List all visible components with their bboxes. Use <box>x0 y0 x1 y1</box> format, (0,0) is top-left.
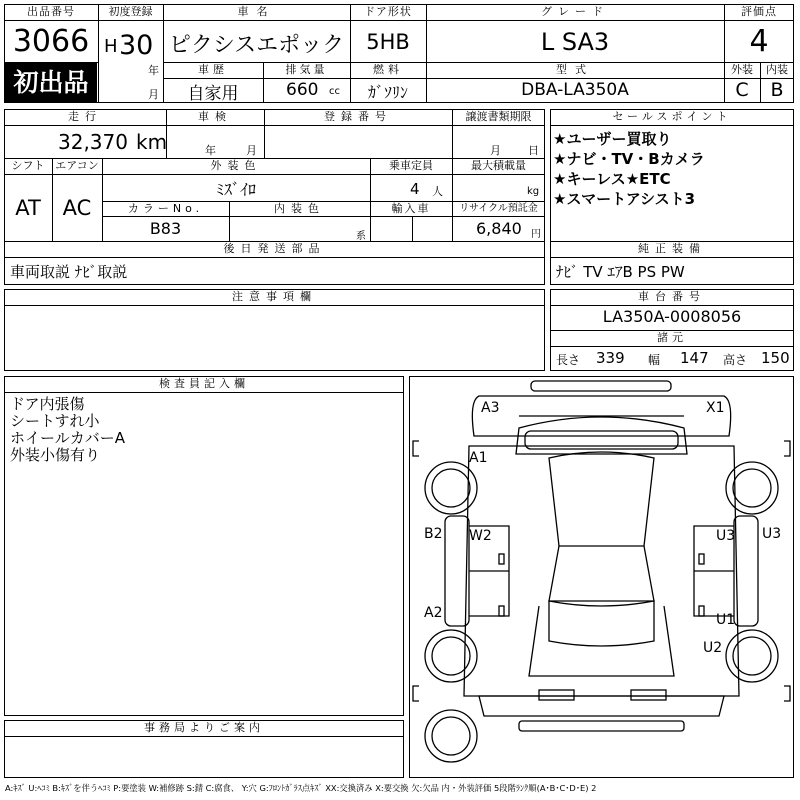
mileage-label: 走行 <box>68 110 102 123</box>
era: H <box>104 36 118 57</box>
color-no-label: カラーNo. <box>127 202 204 215</box>
damage-mark: A2 <box>424 605 443 621</box>
sales-point-item: ★ナビ・TV・Bカメラ <box>553 150 705 168</box>
int-color-suffix: 系 <box>356 231 366 242</box>
aircon: AC <box>62 196 92 220</box>
shift: AT <box>15 196 41 220</box>
recycle-label: リサイクル預託金 <box>459 203 538 214</box>
history-label: 車歴 <box>198 63 228 76</box>
damage-mark: U1 <box>716 612 736 628</box>
first-reg-label: 初度登録 <box>108 5 153 18</box>
length: 339 <box>596 349 625 367</box>
max-load-unit: kg <box>527 186 540 197</box>
height-label: 高さ <box>723 353 748 367</box>
recycle-unit: 円 <box>531 229 541 240</box>
sales-point-list <box>553 129 791 209</box>
caution-label: 注意事項欄 <box>232 290 317 303</box>
lot-number-label: 出品番号 <box>27 5 75 18</box>
chassis-label: 車台番号 <box>638 290 706 303</box>
ext-color: ﾐｽﾞｲﾛ <box>215 180 256 199</box>
mileage-unit: km <box>136 130 168 154</box>
legend: A:ｷｽﾞ U:ﾍｺﾐ B:ｷｽﾞを伴うﾍｺﾐ P:要塗装 W:補修跡 S:錆 C:腐食、 Y:穴 G:ﾌﾛﾝﾄｶﾞﾗｽ点ｷｽﾞ XX:交換済み X:要交換 欠:欠品 内・外装評価 5段階ﾗﾝｸ順(A･B･C･D･E) 2 <box>5 783 597 793</box>
capacity-label: 乗車定員 <box>389 159 433 172</box>
grade-label: グレード <box>541 5 609 18</box>
inspector-note: ドア内張傷 <box>10 395 85 413</box>
mileage: 32,370 <box>58 130 128 154</box>
shift-label: シフト <box>11 159 45 172</box>
sales-point-item: ★ユーザー買取り <box>553 130 672 148</box>
deferred-parts: 車両取説 ﾅﾋﾞ取説 <box>10 263 128 281</box>
reg-number-label: 登録番号 <box>324 110 392 123</box>
capacity-unit: 人 <box>432 185 443 198</box>
width-label: 幅 <box>648 353 661 367</box>
aircon-label: エアコン <box>55 159 99 172</box>
sales-point-label: セールスポイント <box>612 110 732 123</box>
history: 自家用 <box>187 84 239 104</box>
office-label: 事務局よりご案内 <box>144 721 264 734</box>
recycle-amount: 6,840 <box>476 219 522 238</box>
inspector-notes <box>10 396 125 464</box>
fuel: ｶﾞｿﾘﾝ <box>367 83 408 102</box>
exterior-grade: C <box>735 79 749 101</box>
chassis-number: LA350A-0008056 <box>602 307 742 326</box>
int-color-label: 内装色 <box>274 202 325 215</box>
sales-point-item: ★スマートアシスト3 <box>553 190 696 208</box>
car-name-label: 車名 <box>237 5 276 18</box>
length-label: 長さ <box>556 353 581 367</box>
door-type: 5HB <box>366 30 410 54</box>
score: 4 <box>749 24 769 59</box>
inspector-note: ホイールカバーA <box>10 429 125 447</box>
fuel-label: 燃料 <box>373 63 403 76</box>
model-code-label: 型式 <box>556 63 594 76</box>
displacement: 660 <box>286 80 319 100</box>
inspector-note: 外装小傷有り <box>10 446 101 464</box>
damage-mark: A3 <box>481 400 500 416</box>
lot-number: 3066 <box>12 24 90 59</box>
import-label: 輸入車 <box>391 202 431 215</box>
year-unit: 年 <box>148 64 159 77</box>
transfer-month-unit: 月 <box>490 144 501 157</box>
damage-mark: W2 <box>469 528 492 544</box>
car-name: ピクシスエポック <box>168 33 345 58</box>
width: 147 <box>680 349 709 367</box>
damage-mark: U2 <box>703 640 723 656</box>
interior-grade: B <box>770 79 784 101</box>
door-label: ドア形状 <box>364 5 412 18</box>
damage-mark: U3 <box>716 528 736 544</box>
displacement-unit: cc <box>329 86 340 97</box>
month-unit: 月 <box>148 88 159 101</box>
damage-mark: A1 <box>469 450 488 466</box>
grade: L SA3 <box>540 28 610 56</box>
equipment: ﾅﾋﾞ TV ｴｱB PS PW <box>556 263 685 281</box>
inspector-note: シートすれ小 <box>10 412 100 430</box>
specs-label: 諸元 <box>657 331 687 344</box>
first-listing-text: 初出品 <box>13 68 89 97</box>
color-no: B83 <box>149 219 182 238</box>
deferred-parts-label: 後日発送部品 <box>223 242 326 255</box>
max-load-label: 最大積載量 <box>471 159 526 172</box>
interior-label: 内装 <box>766 63 788 76</box>
transfer-deadline-label: 譲渡書類期限 <box>465 110 532 123</box>
inspection-label: 車検 <box>198 110 232 123</box>
model-code: DBA-LA350A <box>521 80 629 100</box>
transfer-day-unit: 日 <box>528 144 539 157</box>
reg-year: 30 <box>119 30 154 61</box>
inspector-label: 検査員記入欄 <box>159 377 249 390</box>
inspection-year-unit: 年 <box>205 144 216 157</box>
height: 150 <box>761 349 790 367</box>
capacity: 4 <box>410 180 420 198</box>
car-diagram <box>409 376 794 778</box>
damage-mark: X1 <box>706 400 725 416</box>
sales-point-item: ★キーレス★ETC <box>553 170 671 188</box>
damage-mark: U3 <box>762 526 782 542</box>
score-label: 評価点 <box>741 5 777 18</box>
equipment-label: 純正装備 <box>638 242 706 255</box>
displacement-label: 排気量 <box>285 63 328 76</box>
exterior-label: 外装 <box>731 63 753 76</box>
inspection-month-unit: 月 <box>246 144 257 157</box>
ext-color-label: 外装色 <box>210 159 262 172</box>
damage-mark: B2 <box>424 526 443 542</box>
